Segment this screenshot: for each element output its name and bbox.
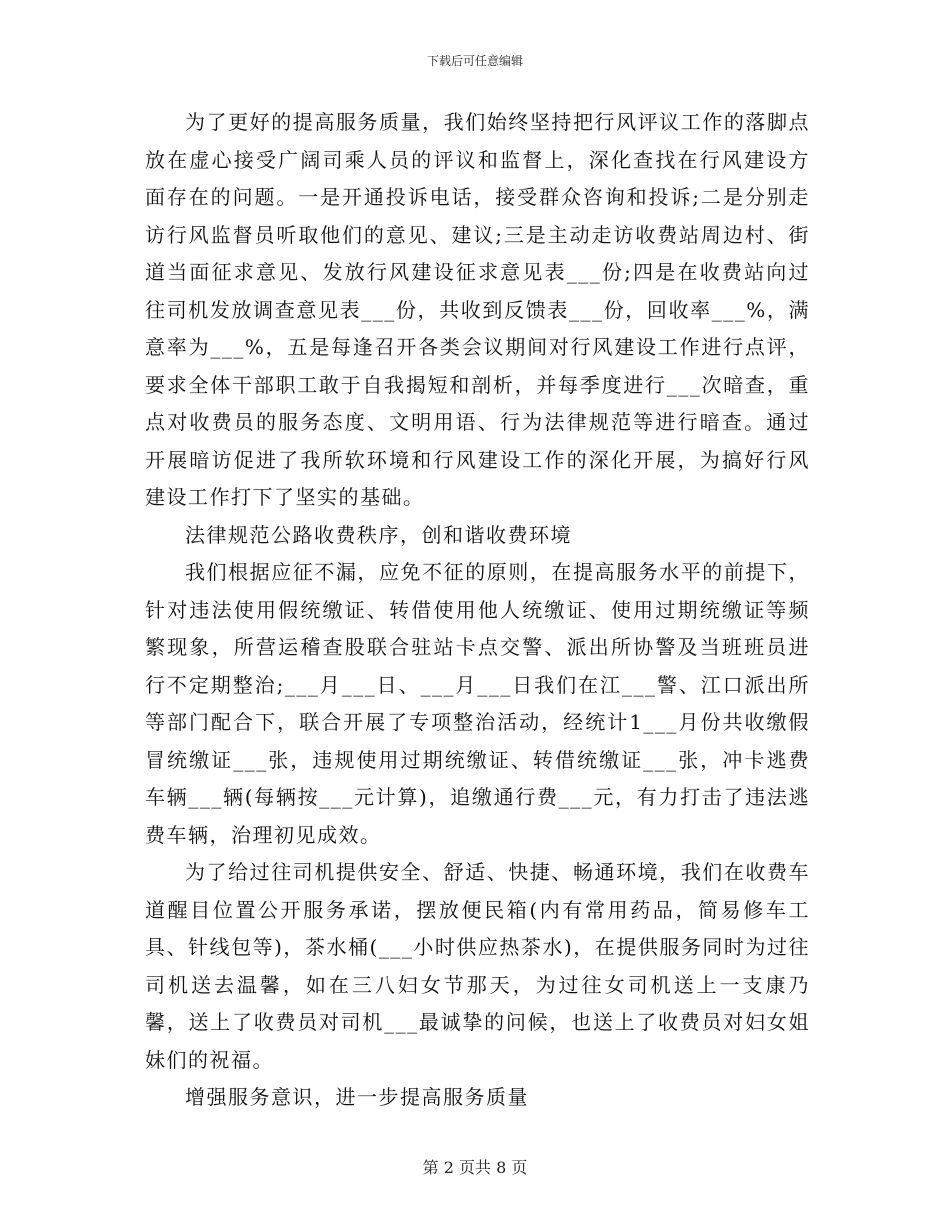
page-header: 下载后可任意编辑: [426, 54, 523, 68]
paragraph-rectification: 我们根据应征不漏，应免不征的原则，在提高服务水平的前提下，针对违法使用假统缴证、转借使用他人统缴证、使用过期统缴证等频繁现象，所营运稽查股联合驻站卡点交警、派出所协警及当班班员进行不定期整治;___月___日、___月___日我们在江___警、江口派出所等部门配合下，联合开展了专项整治活动，经统计1___月份共收缴假冒统缴证___张，违规使用过期统缴证、转借统缴证___张，冲卡逃费车辆___辆(每辆按___元计算)，追缴通行费___元，有力打击了违法逃费车辆，治理初见成效。: [145, 560, 810, 847]
paragraph-driver-services: 为了给过往司机提供安全、舒适、快捷、畅通环境，我们在收费车道醒目位置公开服务承诺，摆放便民箱(内有常用药品，简易修车工具、针线包等)，茶水桶(___小时供应热茶水)，在提供服务同时为过往司机送去温馨，如在三八妇女节那天，为过往女司机送上一支康乃馨，送上了收费员对司机___最诚挚的问候，也送上了收费员对妇女姐妹们的祝福。: [145, 860, 810, 1072]
paragraph-service-quality: 为了更好的提高服务质量，我们始终坚持把行风评议工作的落脚点放在虚心接受广阔司乘人员的评议和监督上，深化查找在行风建设方面存在的问题。一是开通投诉电话，接受群众咨询和投诉;二是分别走访行风监督员听取他们的意见、建议;三是主动走访收费站周边村、街道当面征求意见、发放行风建设征求意见表___份;四是在收费站向过往司机发放调查意见表___份，共收到反馈表___份，回收率___%，满意率为___%，五是每逢召开各类会议期间对行风建设工作进行点评，要求全体干部职工敢于自我揭短和剖析，并每季度进行___次暗查，重点对收费员的服务态度、文明用语、行为法律规范等进行暗查。通过开展暗访促进了我所软环境和行风建设工作的深化开展，为搞好行风建设工作打下了坚实的基础。: [145, 110, 810, 509]
document-body: [145, 104, 810, 1117]
page-number: 第 2 页共 8 页: [422, 1158, 528, 1177]
section-heading-toll-order: 法律规范公路收费秩序，创和谐收费环境: [185, 522, 572, 547]
section-heading-service-awareness: 增强服务意识，进一步提高服务质量: [185, 1085, 529, 1109]
